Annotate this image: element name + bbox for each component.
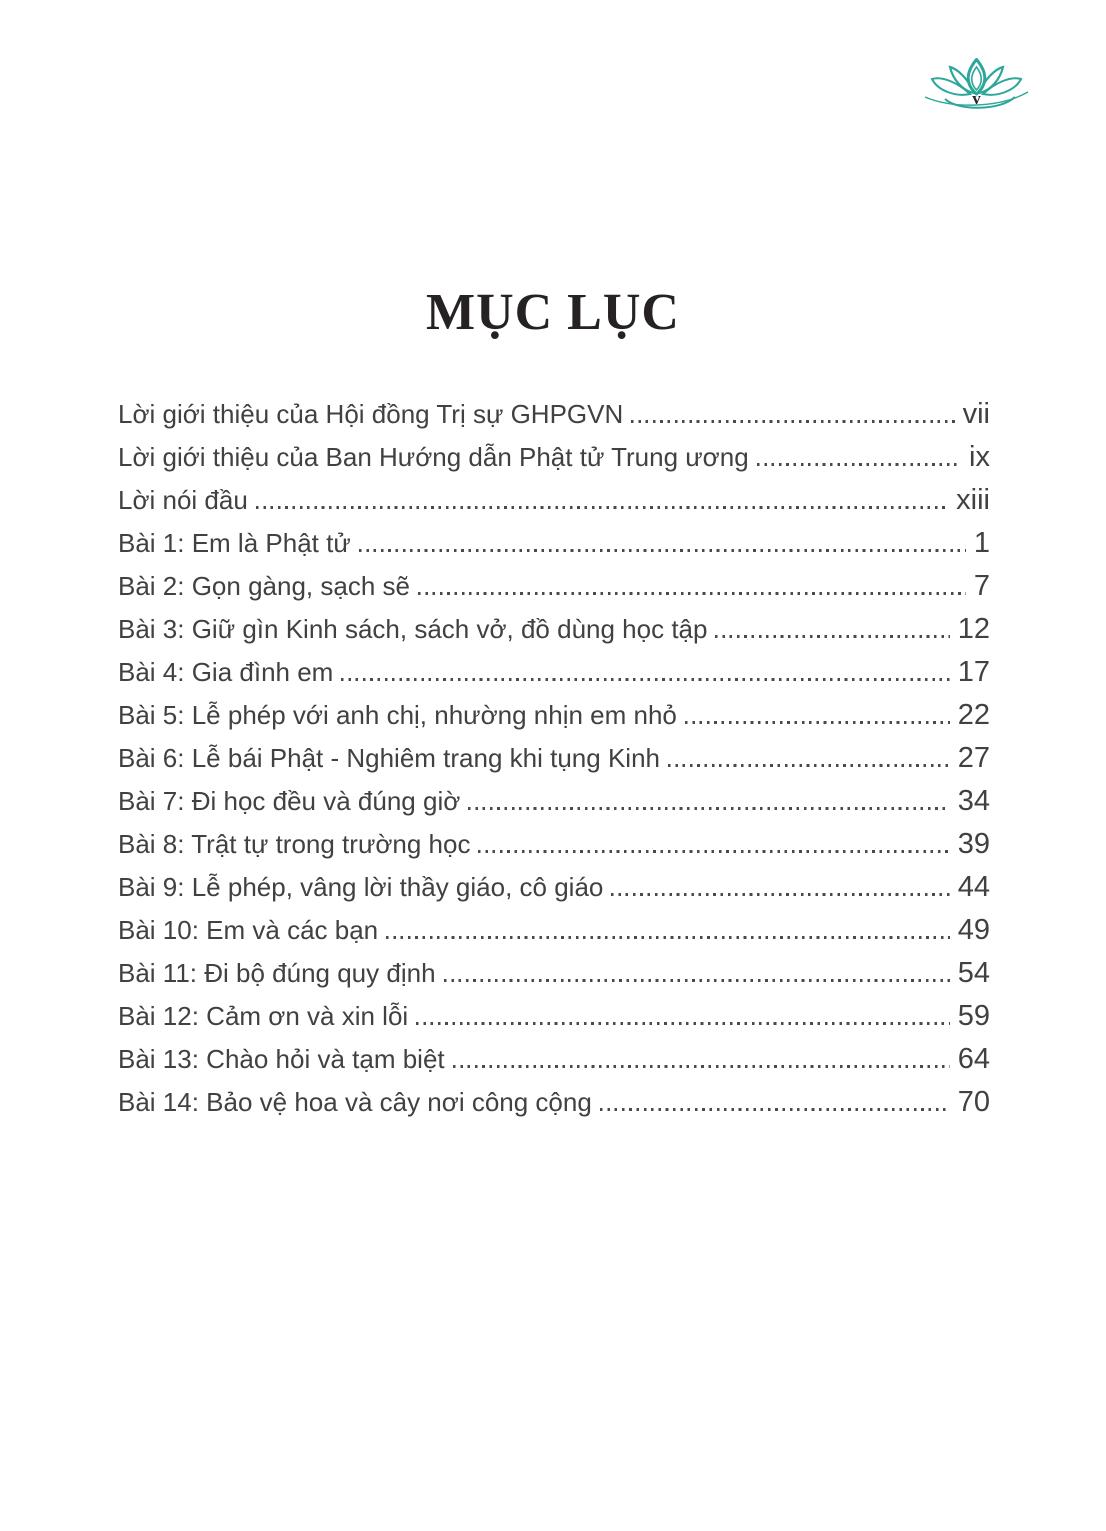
- toc-entry-label: Lời giới thiệu của Ban Hướng dẫn Phật tử Trung ương: [118, 442, 749, 472]
- toc-entry-page: ix: [969, 441, 990, 473]
- toc-entry: [118, 866, 990, 909]
- toc-entry-label: Lời giới thiệu của Hội đồng Trị sự GHPGVN: [118, 399, 624, 429]
- toc-entry-label: Bài 13: Chào hỏi và tạm biệt: [118, 1044, 445, 1074]
- dot-leader: [757, 463, 961, 466]
- toc-entry: [118, 995, 990, 1038]
- toc-entry: [118, 1038, 990, 1081]
- page-number: v: [972, 89, 981, 108]
- dot-leader: [478, 850, 949, 853]
- toc-entry-page: 64: [957, 1043, 990, 1075]
- toc-entry-label: Bài 1: Em là Phật tử: [118, 528, 351, 558]
- toc-entry: [118, 522, 990, 565]
- dot-leader: [416, 1022, 950, 1025]
- toc-entry-label: Bài 14: Bảo vệ hoa và cây nơi công cộng: [118, 1087, 592, 1117]
- toc-entry-label: Bài 2: Gọn gàng, sạch sẽ: [118, 571, 410, 601]
- toc-entry-label: Bài 9: Lễ phép, vâng lời thầy giáo, cô giáo: [118, 872, 604, 902]
- toc-entry-label: Bài 12: Cảm ơn và xin lỗi: [118, 1001, 409, 1031]
- toc-entry: [118, 436, 990, 479]
- toc-entry-page: 17: [957, 656, 990, 688]
- dot-leader: [418, 592, 966, 595]
- toc-entry: [118, 393, 990, 436]
- toc-entry-page: 12: [957, 613, 990, 645]
- toc-entry-page: 70: [957, 1086, 990, 1118]
- toc-entry: [118, 780, 990, 823]
- toc-entry-page: 7: [973, 570, 990, 602]
- dot-leader: [359, 549, 966, 552]
- toc-entry-page: 49: [957, 914, 990, 946]
- toc-entry-page: 34: [957, 785, 990, 817]
- toc-entry: [118, 608, 990, 651]
- toc-entry-page: 1: [973, 527, 990, 559]
- lotus-ornament: [924, 58, 1029, 114]
- toc-entry-page: 44: [957, 871, 990, 903]
- toc-entry-label: Bài 6: Lễ bái Phật - Nghiêm trang khi tụng Kinh: [118, 743, 660, 773]
- dot-leader: [341, 678, 949, 681]
- dot-leader: [256, 506, 948, 509]
- toc-entry: [118, 651, 990, 694]
- toc-list: [118, 393, 990, 1124]
- toc-entry-page: 27: [957, 742, 990, 774]
- dot-leader: [453, 1065, 950, 1068]
- dot-leader: [468, 807, 949, 810]
- dot-leader: [631, 420, 954, 423]
- dot-leader: [715, 635, 949, 638]
- toc-entry: [118, 952, 990, 995]
- toc-entry: [118, 1081, 990, 1124]
- page-title: MỤC LỤC: [426, 283, 680, 341]
- toc-entry-label: Bài 11: Đi bộ đúng quy định: [118, 958, 436, 988]
- toc-entry-label: Bài 5: Lễ phép với anh chị, nhường nhịn em nhỏ: [118, 700, 677, 730]
- dot-leader: [668, 764, 950, 767]
- toc-entry-label: Bài 10: Em và các bạn: [118, 915, 379, 945]
- toc-entry-label: Bài 3: Giữ gìn Kinh sách, sách vở, đồ dùng học tập: [118, 614, 708, 644]
- toc-entry: [118, 479, 990, 522]
- toc-entry: [118, 694, 990, 737]
- dot-leader: [600, 1108, 950, 1111]
- toc-entry-page: 22: [957, 699, 990, 731]
- toc-entry: [118, 823, 990, 866]
- dot-leader: [444, 979, 950, 982]
- toc-entry-page: vii: [962, 398, 990, 430]
- toc-entry-label: Bài 4: Gia đình em: [118, 657, 334, 687]
- lotus-icon: [924, 58, 1029, 114]
- toc-entry-page: xiii: [956, 484, 990, 516]
- toc-entry: [118, 565, 990, 608]
- dot-leader: [611, 893, 949, 896]
- dot-leader: [685, 721, 950, 724]
- toc-entry-label: Bài 8: Trật tự trong trường học: [118, 829, 471, 859]
- toc-entry: [118, 737, 990, 780]
- toc-entry-label: Bài 7: Đi học đều và đúng giờ: [118, 786, 461, 816]
- toc-entry: [118, 909, 990, 952]
- toc-entry-page: 39: [957, 828, 990, 860]
- dot-leader: [386, 936, 950, 939]
- toc-entry-page: 54: [957, 957, 990, 989]
- toc-entry-label: Lời nói đầu: [118, 485, 248, 515]
- toc-entry-page: 59: [957, 1000, 990, 1032]
